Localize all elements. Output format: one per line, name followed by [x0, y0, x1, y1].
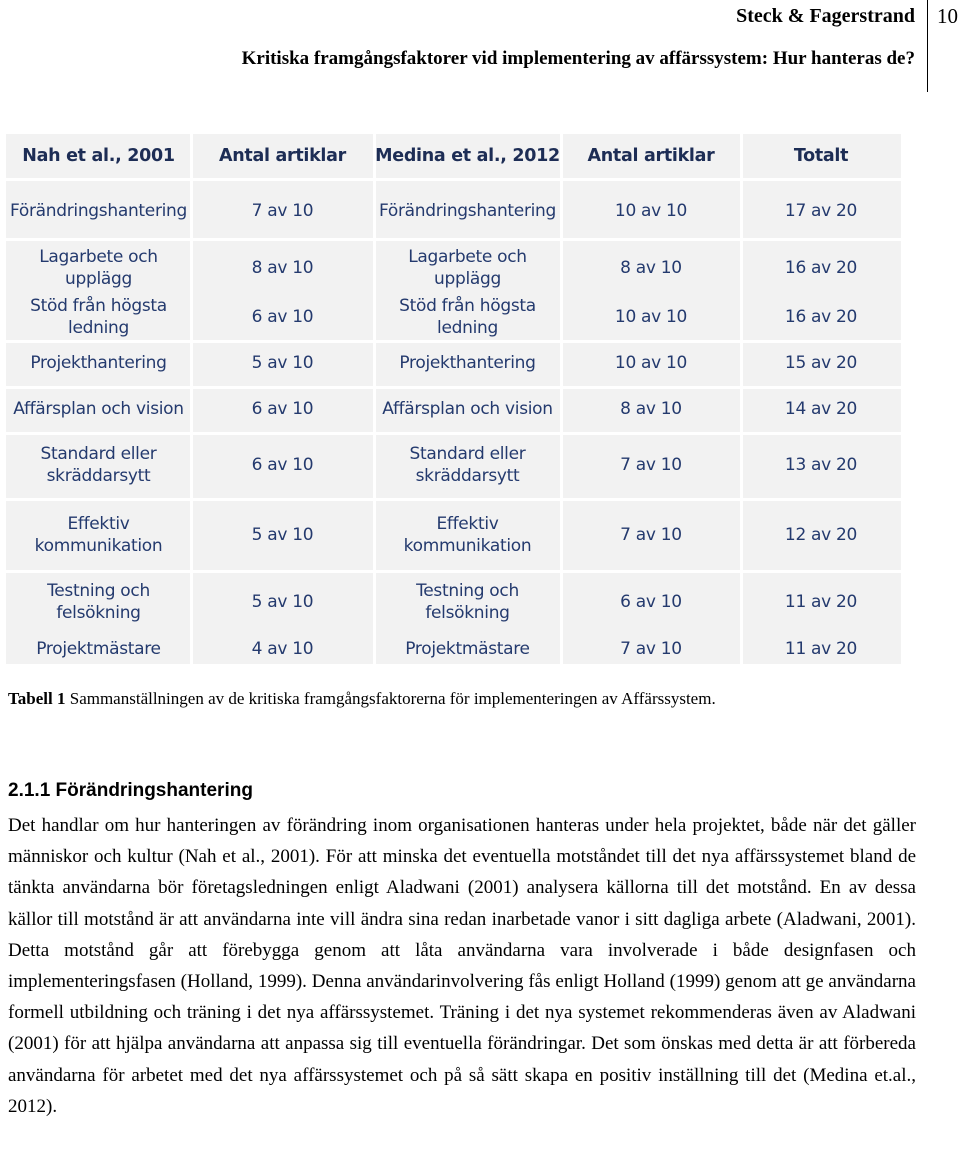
section-heading: 2.1.1 Förändringshantering	[8, 780, 253, 801]
table-caption	[8, 689, 716, 709]
table-header-cell: Nah et al., 2001	[22, 146, 175, 166]
section-paragraph: Det handlar om hur hanteringen av förändring inom organisationen hanteras under hela projektet, både när det gäller människor och kultur (Nah et al., 2001). För att minska det eventuella motståndet till det nya affärssystemet bland de tänkta användarna bör företagsledningen enligt Aladwani (2001) analysera källorna till det motstånd. En av dessa källor till motstånd är att användarna inte vill ändra sina redan inarbetade vanor i sitt dagliga arbete (Aladwani, 2001). Detta motstånd går att förebygga genom att låta användarna vara involverade i både designfasen och implementeringsfasen (Holland, 1999). Denna användarinvolvering fås enligt Holland (1999) genom att ge användarna formell utbildning och träning i det nya affärssystemet. Träning i det nya systemet rekommenderas även av Aladwani (2001) för att hjälpa användarna att anpassa sig till eventuella förändringar. Det som önskas med detta är att förbereda användarna för arbetet med det nya affärssystemet och på så sätt skapa en positiv inställning till det (Medina et.al., 2012).	[8, 815, 916, 1117]
table-cell: Testning och felsökning	[47, 581, 150, 623]
table-cell: 5 av 10	[251, 592, 314, 612]
table-header-cell: Totalt	[793, 146, 849, 166]
table-cell: 10 av 10	[614, 201, 688, 221]
table-cell: Stöd från högsta ledning	[30, 296, 167, 338]
table-cell: 13 av 20	[784, 455, 858, 475]
running-title: Kritiska framgångsfaktorer vid implementering av affärssystem: Hur hanteras de?	[241, 48, 915, 69]
table-cell: 10 av 10	[614, 307, 688, 327]
table-cell: 11 av 20	[784, 639, 858, 659]
table-cell: Affärsplan och vision	[13, 399, 184, 419]
table-cell: 8 av 10	[620, 399, 682, 419]
table-cell: 10 av 10	[614, 353, 688, 373]
table-cell: Projektmästare	[405, 639, 530, 659]
table-header-cell: Antal artiklar	[587, 146, 715, 166]
authors: Steck & Fagerstrand	[736, 5, 915, 27]
table-cell: Standard eller skräddarsytt	[40, 444, 157, 486]
table-cell: Förändringshantering	[9, 201, 188, 221]
table-cell: 7 av 10	[620, 639, 682, 659]
table-cell: Förändringshantering	[378, 201, 557, 221]
table-cell: 11 av 20	[784, 592, 858, 612]
table-cell: Standard eller skräddarsytt	[409, 444, 526, 486]
table-cell: 5 av 10	[251, 353, 314, 373]
table-cell: 6 av 10	[251, 399, 314, 419]
table-row-separator	[6, 178, 901, 181]
table-cell: 16 av 20	[784, 307, 858, 327]
table-cell: Stöd från högsta ledning	[399, 296, 536, 338]
table-cell: Effektiv kommunikation	[34, 514, 163, 556]
table-cell: 12 av 20	[784, 525, 858, 545]
table-header-cell: Antal artiklar	[219, 146, 346, 166]
table-cell: 4 av 10	[251, 639, 314, 659]
table-cell: Projekthantering	[399, 353, 536, 373]
table-row-separator	[6, 238, 901, 241]
summary-table-figure	[6, 134, 901, 664]
table-header-cell: Medina et al., 2012	[375, 146, 560, 166]
table-cell: 6 av 10	[620, 592, 682, 612]
table-cell: 7 av 10	[620, 455, 682, 475]
table-cell: 8 av 10	[620, 258, 682, 278]
table-cell: 7 av 10	[620, 525, 682, 545]
table-cell: 16 av 20	[784, 258, 858, 278]
table-cell: Lagarbete och upplägg	[408, 247, 527, 289]
page-header	[0, 0, 928, 92]
table-cell: 6 av 10	[251, 307, 314, 327]
table-cell: 7 av 10	[251, 201, 314, 221]
table-cell: 6 av 10	[251, 455, 314, 475]
table-cell: Projektmästare	[36, 639, 161, 659]
table-cell: Effektiv kommunikation	[403, 514, 532, 556]
table-cell: Projekthantering	[30, 353, 167, 373]
table-cell: Testning och felsökning	[416, 581, 519, 623]
table-cell: 5 av 10	[251, 525, 314, 545]
page-number: 10	[937, 4, 958, 28]
table-cell: 17 av 20	[784, 201, 858, 221]
table-cell: 15 av 20	[784, 353, 858, 373]
table-cell: Lagarbete och upplägg	[39, 247, 158, 289]
table-cell: Affärsplan och vision	[382, 399, 553, 419]
caption-label: Tabell 1	[8, 689, 66, 708]
table-row-separator	[6, 498, 901, 501]
caption-text: Sammanställningen av de kritiska framgångsfaktorerna för implementeringen av Affärssystem.	[65, 689, 716, 708]
table-cell: 14 av 20	[784, 399, 858, 419]
table-cell: 8 av 10	[251, 258, 314, 278]
